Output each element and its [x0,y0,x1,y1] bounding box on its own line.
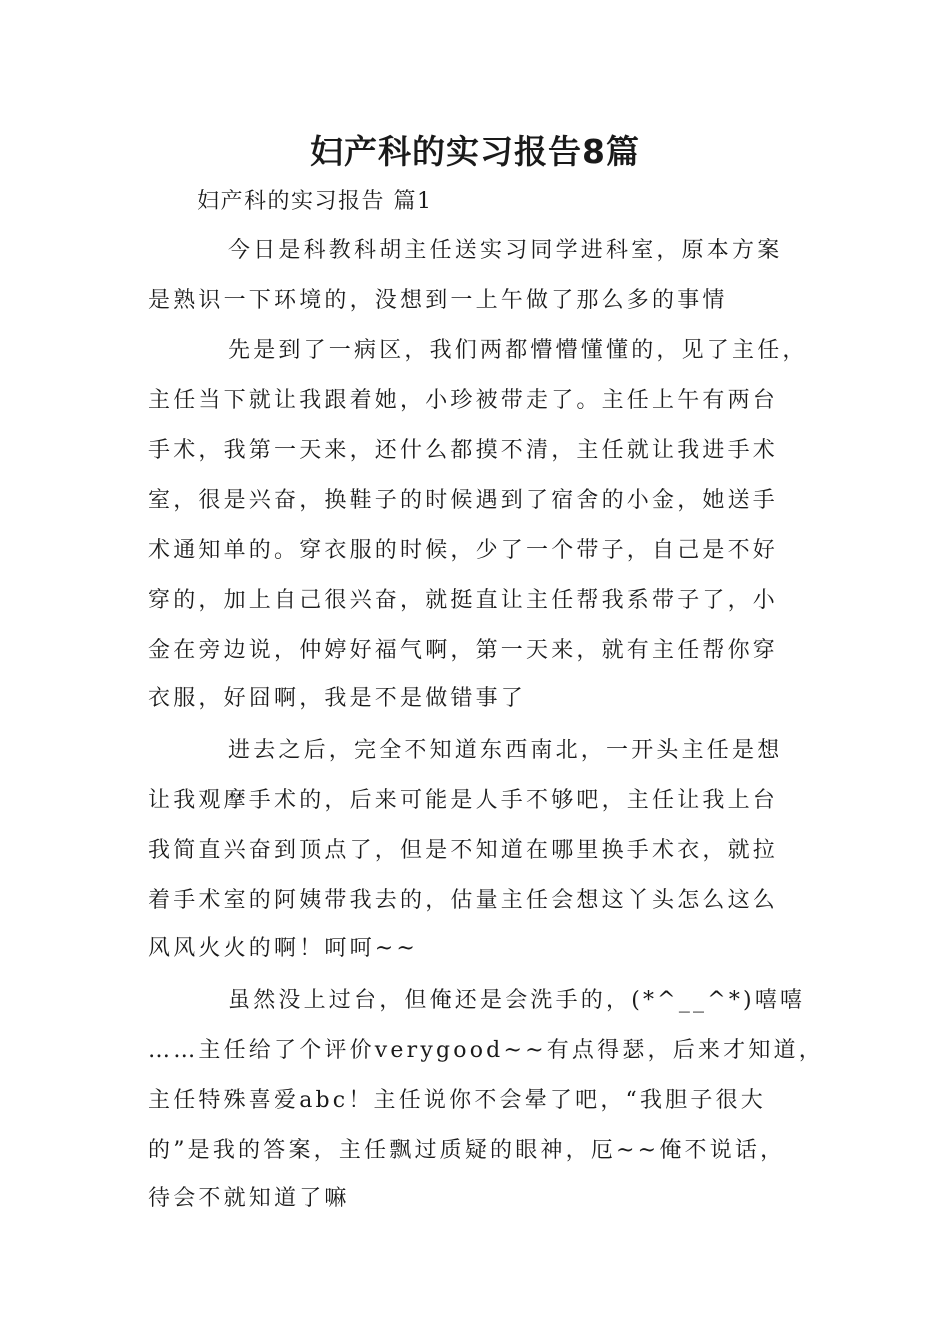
text-line: 金在旁边说，仲婷好福气啊，第一天来，就有主任帮你穿 [148,638,779,663]
text-line: ……主任给了个评价verygood~~有点得瑟，后来才知道， [148,1038,824,1063]
text-line: 先是到了一病区，我们两都懵懵懂懂的，见了主任， [228,338,808,363]
section-heading: 妇产科的实习报告 篇1 [197,189,433,214]
text-line: 让我观摩手术的，后来可能是人手不够吧，主任让我上台 [148,788,779,813]
text-line: 待会不就知道了嘛 [148,1186,350,1211]
text-line: 风风火火的啊！呵呵~~ [148,936,419,961]
text-line: 着手术室的阿姨带我去的，估量主任会想这丫头怎么这么 [148,888,779,913]
text-line: 我简直兴奋到顶点了，但是不知道在哪里换手术衣，就拉 [148,838,779,863]
text-line: 是熟识一下环境的，没想到一上午做了那么多的事情 [148,288,728,313]
text-line: 主任特殊喜爱abc！主任说你不会晕了吧，“我胆子很大 [148,1088,766,1113]
document-title: 妇产科的实习报告8篇 [310,132,640,171]
text-line: 穿的，加上自己很兴奋，就挺直让主任帮我系带子了，小 [148,588,779,613]
text-line: 进去之后，完全不知道东西南北，一开头主任是想 [228,738,783,763]
text-line: 的”是我的答案，主任飘过质疑的眼神，厄~~俺不说话， [148,1138,786,1163]
text-line: 室，很是兴奋，换鞋子的时候遇到了宿舍的小金，她送手 [148,488,779,513]
text-line: 今日是科教科胡主任送实习同学进科室，原本方案 [228,238,783,263]
text-line: 术通知单的。穿衣服的时候，少了一个带子，自己是不好 [148,538,779,563]
text-line: 衣服，好囧啊，我是不是做错事了 [148,686,527,711]
text-line: 手术，我第一天来，还什么都摸不清，主任就让我进手术 [148,438,779,463]
text-line: 主任当下就让我跟着她，小珍被带走了。主任上午有两台 [148,388,779,413]
text-line: 虽然没上过台，但俺还是会洗手的，(*^__^*)嘻嘻 [228,988,806,1013]
